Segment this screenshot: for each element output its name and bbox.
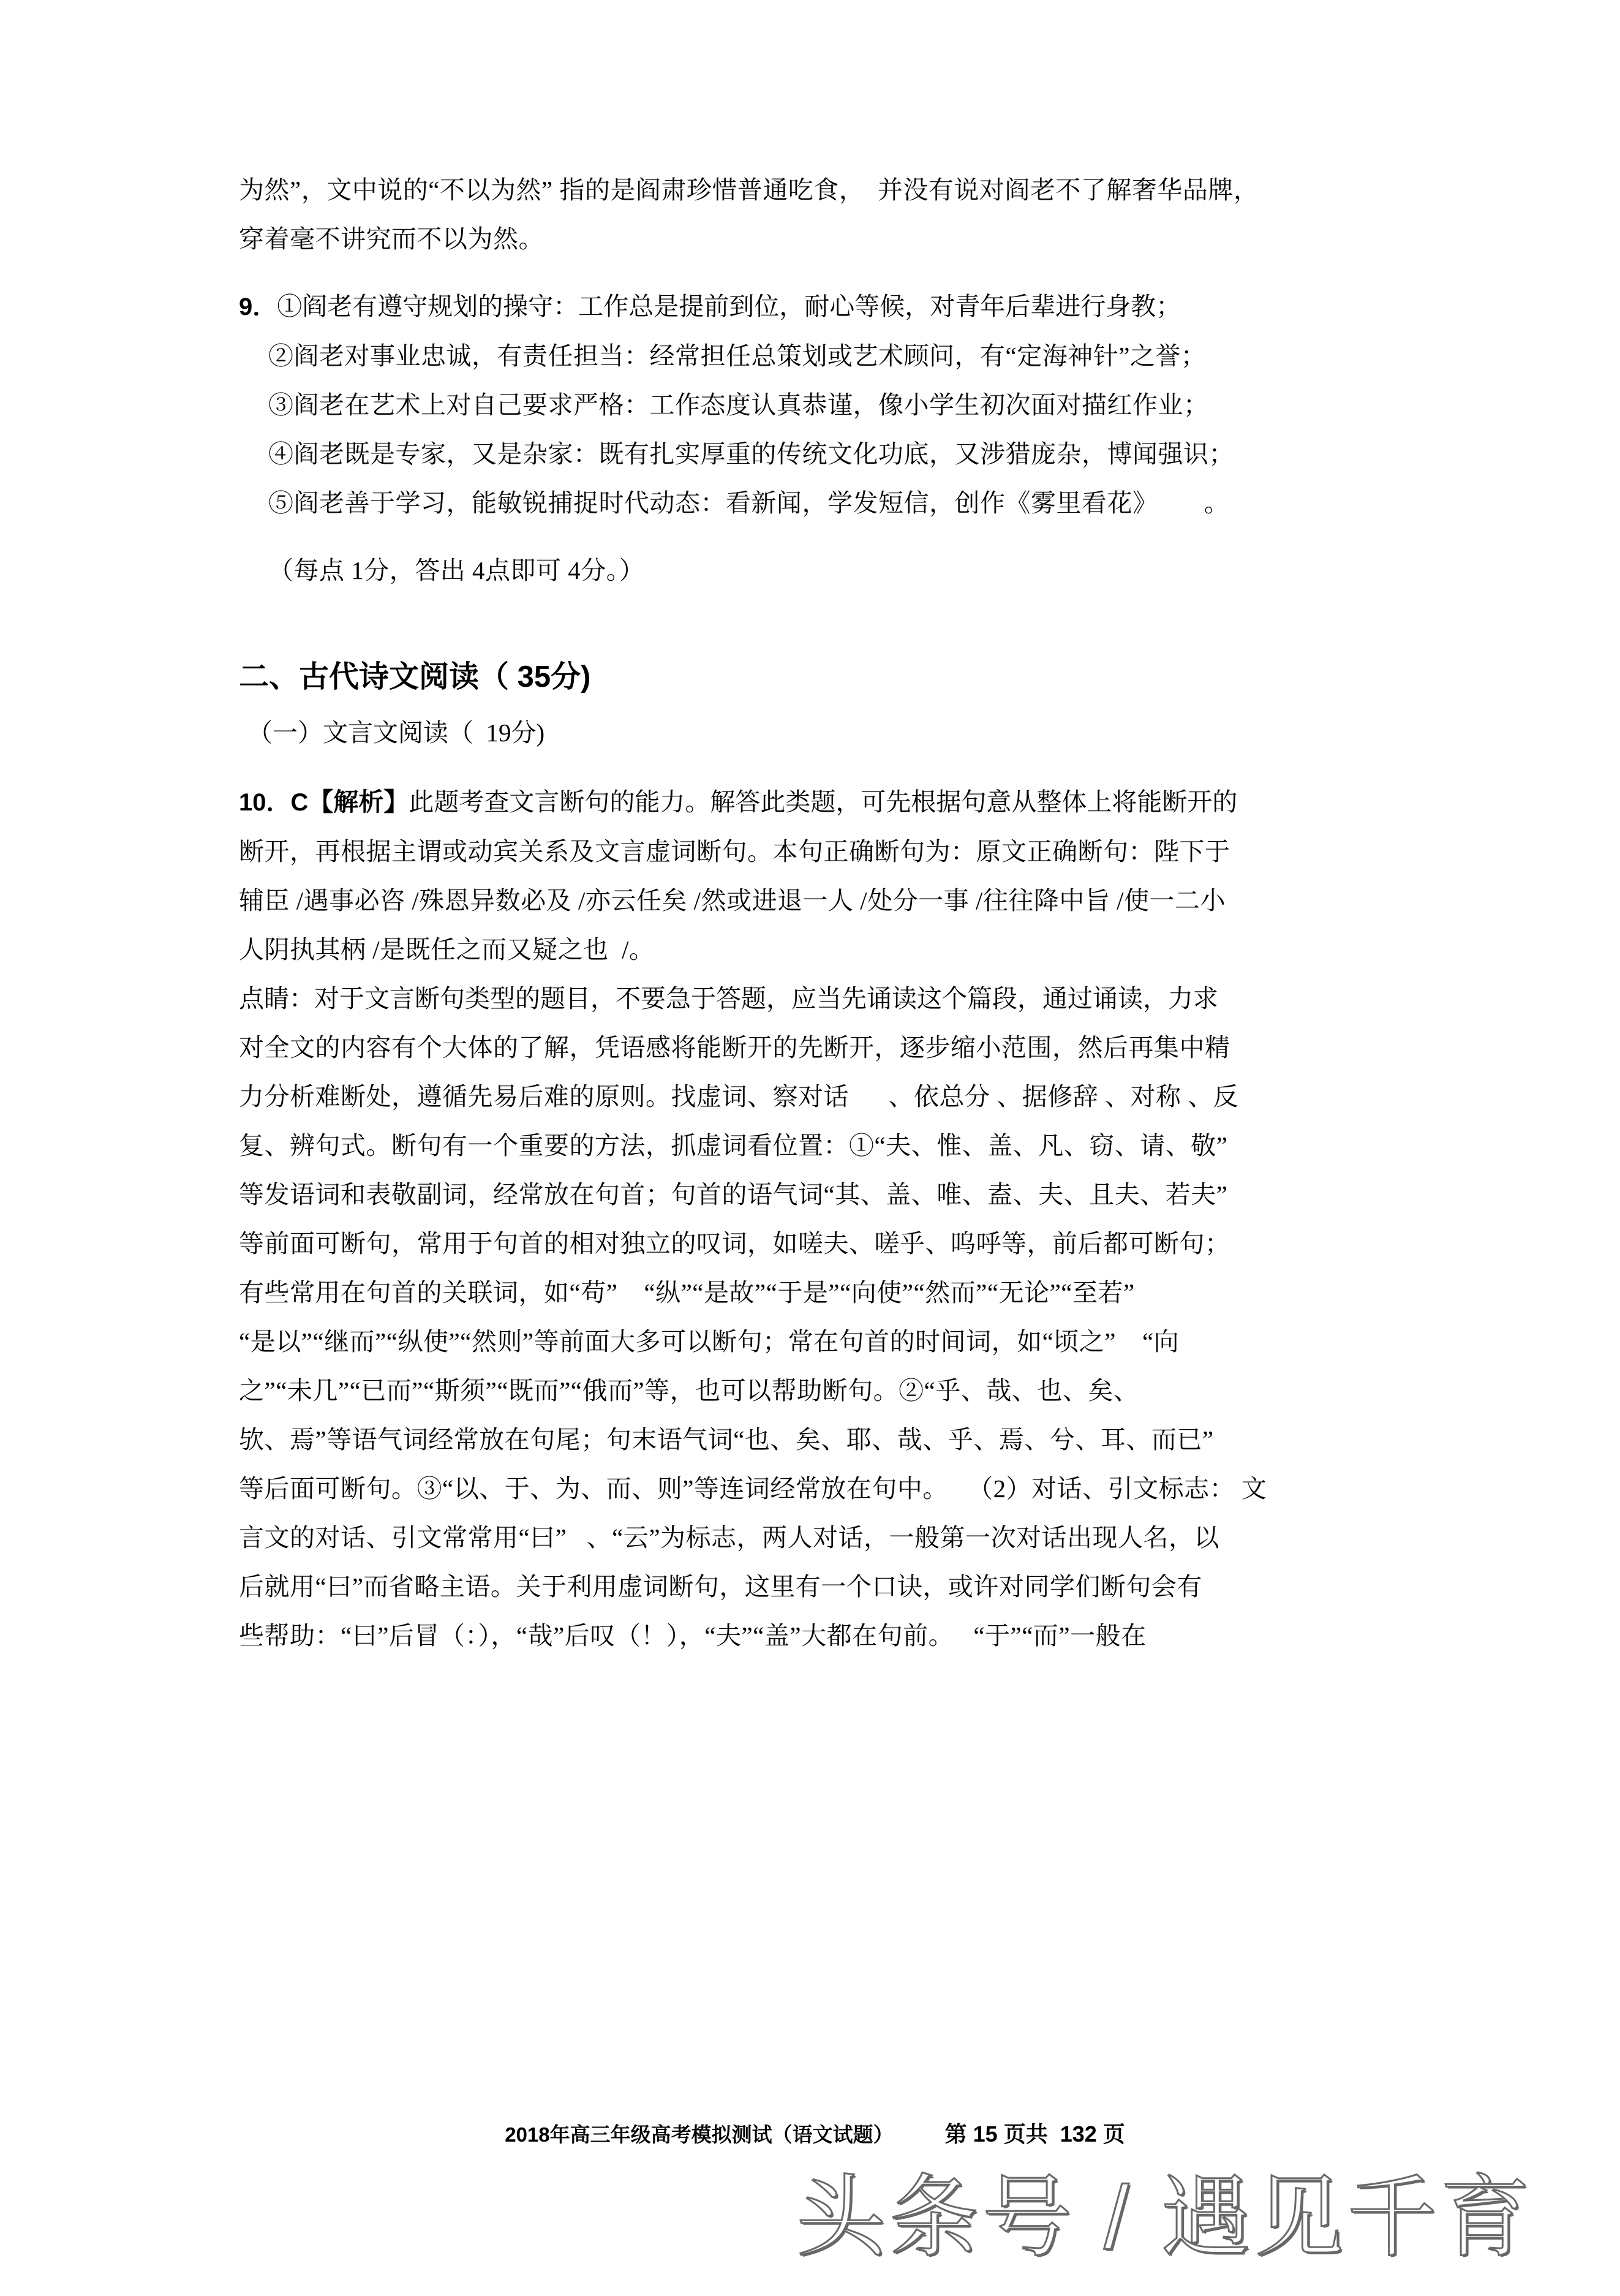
tip-line-10: 欤、焉”等语气词经常放在句尾；句末语气词“也、矣、耶、哉、乎、焉、兮、耳、而已” <box>239 1426 1214 1454</box>
tip-line-2: 对全文的内容有个大体的了解，凭语感将能断开的先断开，逐步缩小范围，然后再集中精 <box>239 1033 1230 1062</box>
tip-line-1: 对于文言断句类型的题目，不要急于答题，应当先诵读这个篇段，通过诵读，力求 <box>314 984 1218 1013</box>
question-10-analysis-line-3: 辅臣 /遇事必咨 /殊恩异数必及 /亦云任矣 /然或进退一人 /处分一事 /往往降中旨 /使一二小 <box>239 886 1226 915</box>
section-heading-2: 二、古代诗文阅读（ 35分) <box>239 660 591 693</box>
watermark-text: 头条号 / 遇见千育 <box>796 2167 1534 2267</box>
question-9-point-4: ④阎老既是专家，又是杂家：既有扎实厚重的传统文化功底，又涉猎庞杂，博闻强识； <box>268 440 1234 468</box>
analysis-label: 【解析】 <box>308 788 409 816</box>
question-9-point-1: ①阎老有遵守规划的操守：工作总是提前到位，耐心等候，对青年后辈进行身教； <box>277 292 1181 320</box>
question-9 <box>239 282 1519 331</box>
spacer <box>239 759 1519 777</box>
question-9-point-5: ⑤阎老善于学习，能敏锐捕捉时代动态：看新闻，学发短信，创作《雾里看花》 。 <box>268 489 1230 517</box>
carryover-line-1: 为然”，文中说的“不以为然” 指的是阎肃珍惜普通吃食， 并没有说对阎老不了解奢华品牌， <box>239 176 1259 204</box>
tip-line-11: 等后面可断句。③“以、于、为、而、则”等连词经常放在句中。 （2）对话、引文标志： 文 <box>239 1475 1267 1503</box>
question-10-analysis-line-4: 人阴执其柄 /是既任之而又疑之也 /。 <box>239 935 655 964</box>
carryover-line-2: 穿着毫不讲究而不以为然。 <box>239 225 544 253</box>
tip-line-13: 后就用“曰”而省略主语。关于利用虚词断句，这里有一个口诀，或许对同学们断句会有 <box>239 1573 1202 1601</box>
tip-label: 点睛： <box>239 984 314 1013</box>
page-footer <box>0 2107 1620 2162</box>
footer-page-number: 第 15 页共 132 页 <box>944 2121 1125 2147</box>
page-content <box>239 165 1519 1660</box>
question-10-analysis-line-1: 此题考查文言断句的能力。解答此类题，可先根据句意从整体上将能断开的 <box>409 788 1238 816</box>
question-10-number: 10． <box>239 789 291 816</box>
tip-line-4: 复、辨句式。断句有一个重要的方法，抓虚词看位置：①“夫、惟、盖、凡、窃、请、敬” <box>239 1131 1228 1160</box>
tip-line-9: 之”“未几”“已而”“斯须”“既而”“俄而”等，也可以帮助断句。②“乎、哉、也、矣、 <box>239 1376 1139 1405</box>
question-9-scoring-note: （每点 1分，答出 4点即可 4分。） <box>268 556 645 584</box>
question-9-point-2: ②阎老对事业忠诚，有责任担当：经常担任总策划或艺术顾问，有“定海神针”之誉； <box>268 342 1207 370</box>
tip-line-8: “是以”“继而”“纵使”“然则”等前面大多可以断句；常在句首的时间词，如“顷之” “向 <box>239 1327 1180 1356</box>
tip-block <box>239 974 1519 1023</box>
tip-line-7: 有些常用在句首的关联词，如“苟” “纵”“是故”“于是”“向使”“然而”“无论”“至若” <box>239 1278 1135 1307</box>
footer-content <box>505 2118 1125 2151</box>
question-10-answer: C <box>290 789 309 816</box>
footer-document-title: 2018年高三年级高考模拟测试（语文试题） <box>505 2123 894 2146</box>
question-9-point-3: ③阎老在艺术上对自己要求严格：工作态度认真恭谨，像小学生初次面对描红作业； <box>268 391 1209 419</box>
tip-line-12: 言文的对话、引文常常用“曰” 、“云”为标志，两人对话，一般第一次对话出现人名，以 <box>239 1524 1220 1552</box>
tip-line-5: 等发语词和表敬副词，经常放在句首；句首的语气词“其、盖、唯、盍、夫、且夫、若夫” <box>239 1180 1228 1209</box>
section-subheading-classical-chinese: （一）文言文阅读（ 19分) <box>247 719 545 747</box>
spacer <box>239 527 1519 546</box>
tip-line-3: 力分析难断处，遵循先易后难的原则。找虚词、察对话 、依总分 、据修辞 、对称 、反 <box>239 1082 1239 1111</box>
tip-line-14: 些帮助：“曰”后冒（：），“哉”后叹（！），“夫”“盖”大都在句前。 “于”“而”一般在 <box>239 1622 1147 1650</box>
question-10 <box>239 777 1519 827</box>
spacer <box>239 263 1519 282</box>
tip-line-6: 等前面可断句，常用于句首的相对独立的叹词，如嗟夫、嗟乎、呜呼等，前后都可断句； <box>239 1229 1230 1258</box>
question-9-number: 9． <box>239 293 277 320</box>
question-10-analysis-line-2: 断开，再根据主谓或动宾关系及文言虚词断句。本句正确断句为：原文正确断句：陛下于 <box>239 837 1230 866</box>
